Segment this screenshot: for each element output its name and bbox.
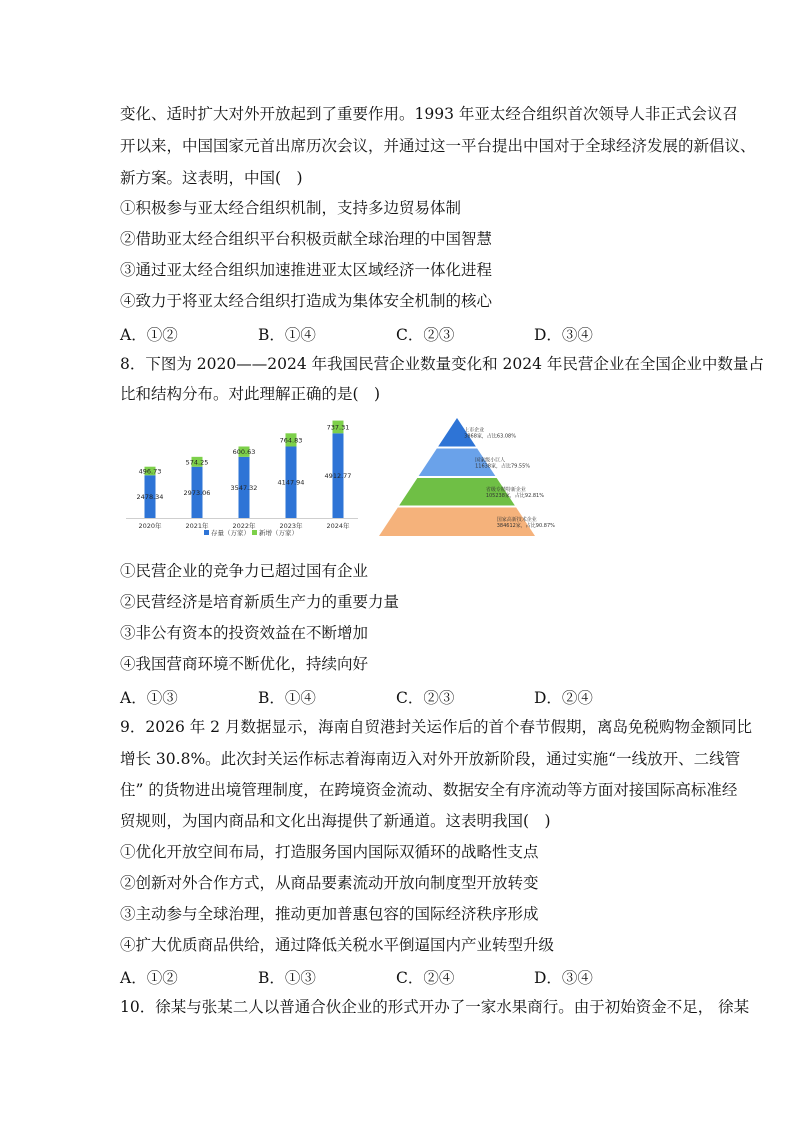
q8-statement-1: ①民营企业的竞争力已超过国有企业	[120, 562, 369, 580]
bar-stock-label: 2478.34	[136, 493, 164, 502]
q8-line-1: 8．下图为 2020——2024 年我国民营企业数量变化和 2024 年民营企业在全国企业中数量占	[120, 355, 764, 373]
q9-options	[120, 966, 680, 986]
q7-statement-4: ④致力于将亚太经合组织打造成为集体安全机制的核心	[120, 292, 493, 310]
bar-new-label: 600.63	[232, 448, 256, 457]
bar-category-label: 2020年	[138, 522, 162, 530]
legend-label-stock: 存量（万家）	[211, 529, 250, 537]
q9-statement-1: ①优化开放空间布局，打造服务国内国际双循环的战略性支点	[120, 843, 539, 861]
pyramid-level-name: 省级专精特新企业	[485, 486, 526, 493]
q9-line-1: 9．2026 年 2 月数据显示，海南自贸港封关运作后的首个春节假期，离岛免税购物金额同比	[120, 718, 752, 736]
q8-statement-2: ②民营经济是培育新质生产力的重要力量	[120, 593, 400, 611]
bar-category-label: 2024年	[326, 522, 350, 530]
legend-swatch-new	[252, 530, 257, 535]
q7-option-b[interactable]: B．①④	[258, 326, 316, 344]
q7-line-3: 新方案。这表明，中国( )	[120, 169, 303, 187]
q9-statement-2: ②创新对外合作方式，从商品要素流动开放向制度型开放转变	[120, 874, 539, 892]
bar-chart	[126, 421, 358, 537]
q9-option-c[interactable]: C．②④	[396, 969, 455, 987]
bar-stock-label: 4147.94	[277, 478, 305, 487]
pyramid-level-name: 上市企业	[464, 427, 485, 434]
q8-option-a[interactable]: A．①③	[120, 689, 178, 707]
bar-new-label: 574.25	[185, 458, 209, 467]
q8-figure-svg	[120, 412, 555, 542]
q7-option-a[interactable]: A．①②	[120, 326, 178, 344]
q8-option-c[interactable]: C．②③	[396, 689, 455, 707]
q10-line-1: 10．徐某与张某二人以普通合伙企业的形式开办了一家水果商行。由于初始资金不足， 徐某	[120, 998, 750, 1016]
pyramid-level-detail: 3868家，占比63.08%	[464, 433, 516, 440]
bar-stock-label: 4912.77	[324, 472, 352, 481]
legend-swatch-stock	[204, 530, 209, 535]
bar-new-label: 496.73	[138, 467, 162, 476]
q7-statement-3: ③通过亚太经合组织加速推进亚太区域经济一体化进程	[120, 261, 493, 279]
pyramid-level-name: 国家级小巨人	[475, 457, 506, 464]
pyramid-chart	[379, 418, 555, 536]
q7-option-d[interactable]: D．③④	[534, 326, 593, 344]
q9-option-a[interactable]: A．①②	[120, 969, 178, 987]
pyramid-level-detail: 384612家，占比90.87%	[496, 522, 555, 529]
q9-line-4: 贸规则，为国内商品和文化出海提供了新通道。这表明我国( )	[120, 812, 551, 830]
q8-option-b[interactable]: B．①④	[258, 689, 316, 707]
q8-statement-4: ④我国营商环境不断优化，持续向好	[120, 655, 369, 673]
q7-statement-1: ①积极参与亚太经合组织机制，支持多边贸易体制	[120, 199, 462, 217]
q9-option-b[interactable]: B．①③	[258, 969, 316, 987]
q9-line-2: 增长 30.8%。此次封关运作标志着海南迈入对外开放新阶段，通过实施“一线放开、二线管	[120, 750, 741, 768]
q9-line-3: 住” 的货物进出境管理制度，在跨境资金流动、数据安全有序流动等方面对接国际高标准经	[120, 781, 738, 799]
q8-figure	[120, 412, 555, 542]
q7-line-2: 开以来，中国国家元首出席历次会议，并通过这一平台提出中国对于全球经济发展的新倡议、	[120, 137, 756, 155]
q7-options	[120, 323, 680, 343]
bar-new-label: 737.31	[326, 423, 350, 432]
bar-category-label: 2021年	[185, 522, 209, 530]
q9-option-d[interactable]: D．③④	[534, 969, 593, 987]
bar-stock-label: 3547.32	[230, 483, 258, 492]
q7-line-1: 变化、适时扩大对外开放起到了重要作用。1993 年亚太经合组织首次领导人非正式会议召	[120, 105, 738, 123]
q9-statement-3: ③主动参与全球治理，推动更加普惠包容的国际经济秩序形成	[120, 905, 539, 923]
q7-statement-2: ②借助亚太经合组织平台积极贡献全球治理的中国智慧	[120, 230, 493, 248]
pyramid-level-detail: 105238家，占比92.81%	[485, 492, 544, 499]
q8-statement-3: ③非公有资本的投资效益在不断增加	[120, 624, 369, 642]
bar-stock-label: 2973.06	[183, 488, 211, 497]
q8-option-d[interactable]: D．②④	[534, 689, 593, 707]
q9-statement-4: ④扩大优质商品供给，通过降低关税水平倒逼国内产业转型升级	[120, 936, 555, 954]
bar-new-label: 764.83	[279, 436, 303, 445]
legend-label-new: 新增（万家）	[259, 529, 298, 537]
q8-options	[120, 686, 680, 706]
q8-line-2: 比和结构分布。对此理解正确的是( )	[120, 385, 381, 403]
bar-category-label: 2023年	[279, 522, 303, 530]
pyramid-level-name: 国家高新技术企业	[496, 516, 537, 523]
q7-option-c[interactable]: C．②③	[396, 326, 455, 344]
pyramid-level-detail: 11638家，占比79.55%	[475, 463, 531, 470]
bar-category-label: 2022年	[232, 522, 256, 530]
